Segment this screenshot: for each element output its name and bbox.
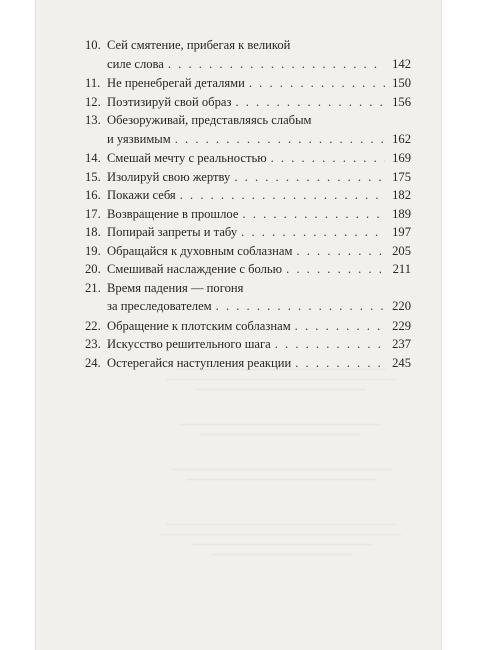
- toc-entry: [85, 317, 411, 336]
- toc-entry: [85, 223, 411, 242]
- toc-number: 11.: [85, 76, 101, 90]
- show-through-block-4: [156, 520, 406, 570]
- toc-line: [85, 74, 411, 93]
- toc-leader-dots: [295, 354, 385, 373]
- show-through-block-2: [156, 420, 406, 450]
- toc-entry: [85, 260, 411, 279]
- toc-number: 19.: [85, 243, 101, 258]
- show-through-block-3: [156, 465, 406, 495]
- toc-title: Обезоруживай, представляясь слабым: [107, 113, 312, 127]
- toc-title: Не пренебрегай деталями: [107, 76, 245, 90]
- toc-leader-dots: [234, 168, 385, 187]
- toc-page-number: 169: [392, 151, 411, 165]
- toc-entry: [85, 149, 411, 168]
- toc-page-number: 182: [392, 188, 411, 202]
- toc-line: [85, 205, 411, 224]
- toc-entry: [85, 74, 411, 93]
- toc-leader-dots: [242, 205, 385, 224]
- toc-leader-dots: [216, 297, 385, 316]
- toc-page-number: 189: [392, 206, 411, 221]
- toc-line: [85, 55, 411, 74]
- toc-number: 18.: [85, 225, 101, 239]
- toc-title: Смешивай наслаждение с болью: [107, 262, 283, 276]
- toc-page-number: 150: [392, 76, 411, 90]
- toc-entry: [85, 168, 411, 187]
- toc-line: [85, 36, 411, 55]
- toc-title: силе слова: [107, 56, 164, 71]
- toc-leader-dots: [275, 335, 385, 354]
- toc-page-number: 211: [392, 262, 411, 276]
- toc-leader-dots: [286, 260, 385, 279]
- toc-title: Поэтизируй свой образ: [107, 94, 232, 109]
- toc-title: Обращение к плотским соблазнам: [107, 318, 291, 333]
- toc-leader-dots: [175, 130, 385, 149]
- toc-title: Сей смятение, прибегая к великой: [107, 38, 291, 52]
- toc-leader-dots: [235, 93, 385, 112]
- toc-number: 14.: [85, 151, 101, 165]
- toc-entry: [85, 354, 411, 373]
- toc-entry: [85, 93, 411, 112]
- toc-entry: [85, 111, 411, 148]
- toc-page-number: 229: [392, 318, 411, 333]
- toc-entry: [85, 279, 411, 316]
- toc-line: [85, 317, 411, 336]
- toc-leader-dots: [296, 242, 385, 261]
- toc-leader-dots: [249, 74, 385, 93]
- toc-title: Попирай запреты и табу: [107, 225, 238, 239]
- toc-line: [85, 335, 411, 354]
- toc-page-number: 156: [392, 94, 411, 109]
- toc-number: 20.: [85, 262, 101, 276]
- toc-page-number: 197: [392, 225, 411, 239]
- toc-number: 12.: [85, 94, 101, 109]
- toc-page-number: 237: [392, 337, 411, 351]
- toc-entry: [85, 186, 411, 205]
- toc-page-number: 175: [392, 169, 411, 184]
- toc-entry: [85, 36, 411, 73]
- toc-line: [85, 111, 411, 130]
- table-of-contents: [85, 36, 411, 372]
- toc-title: Время падения — погоня: [107, 280, 244, 295]
- toc-entry: [85, 205, 411, 224]
- toc-number: 16.: [85, 188, 101, 202]
- book-page: [35, 0, 442, 650]
- toc-line: [85, 297, 411, 316]
- toc-line: [85, 279, 411, 298]
- toc-page-number: 245: [392, 355, 411, 370]
- toc-line: [85, 260, 411, 279]
- toc-title: Покажи себя: [107, 188, 176, 202]
- toc-leader-dots: [295, 317, 385, 336]
- toc-number: 13.: [85, 113, 101, 127]
- toc-number: 21.: [85, 280, 101, 295]
- toc-line: [85, 149, 411, 168]
- toc-leader-dots: [241, 223, 385, 242]
- toc-leader-dots: [168, 55, 385, 74]
- toc-leader-dots: [180, 186, 385, 205]
- toc-title: за преследователем: [107, 299, 212, 313]
- toc-title: Смешай мечту с реальностью: [107, 151, 267, 165]
- toc-number: 15.: [85, 169, 101, 184]
- toc-page-number: 205: [392, 243, 411, 258]
- toc-line: [85, 168, 411, 187]
- toc-line: [85, 186, 411, 205]
- toc-title: Остерегайся наступления реакции: [107, 355, 292, 370]
- toc-line: [85, 93, 411, 112]
- toc-entry: [85, 335, 411, 354]
- toc-title: Возвращение в прошлое: [107, 206, 239, 221]
- toc-number: 17.: [85, 206, 101, 221]
- toc-page-number: 162: [392, 131, 411, 146]
- toc-title: Изолируй свою жертву: [107, 169, 231, 184]
- toc-entry: [85, 242, 411, 261]
- toc-page-number: 220: [392, 299, 411, 313]
- toc-title: Обращайся к духовным соблазнам: [107, 243, 293, 258]
- toc-line: [85, 223, 411, 242]
- toc-number: 22.: [85, 318, 101, 333]
- toc-number: 10.: [85, 38, 101, 52]
- toc-title: и уязвимым: [107, 131, 171, 146]
- toc-leader-dots: [271, 149, 385, 168]
- toc-number: 24.: [85, 355, 101, 370]
- toc-line: [85, 354, 411, 373]
- toc-line: [85, 130, 411, 149]
- toc-title: Искусство решительного шага: [107, 337, 271, 351]
- toc-line: [85, 242, 411, 261]
- toc-page-number: 142: [392, 56, 411, 71]
- toc-number: 23.: [85, 337, 101, 351]
